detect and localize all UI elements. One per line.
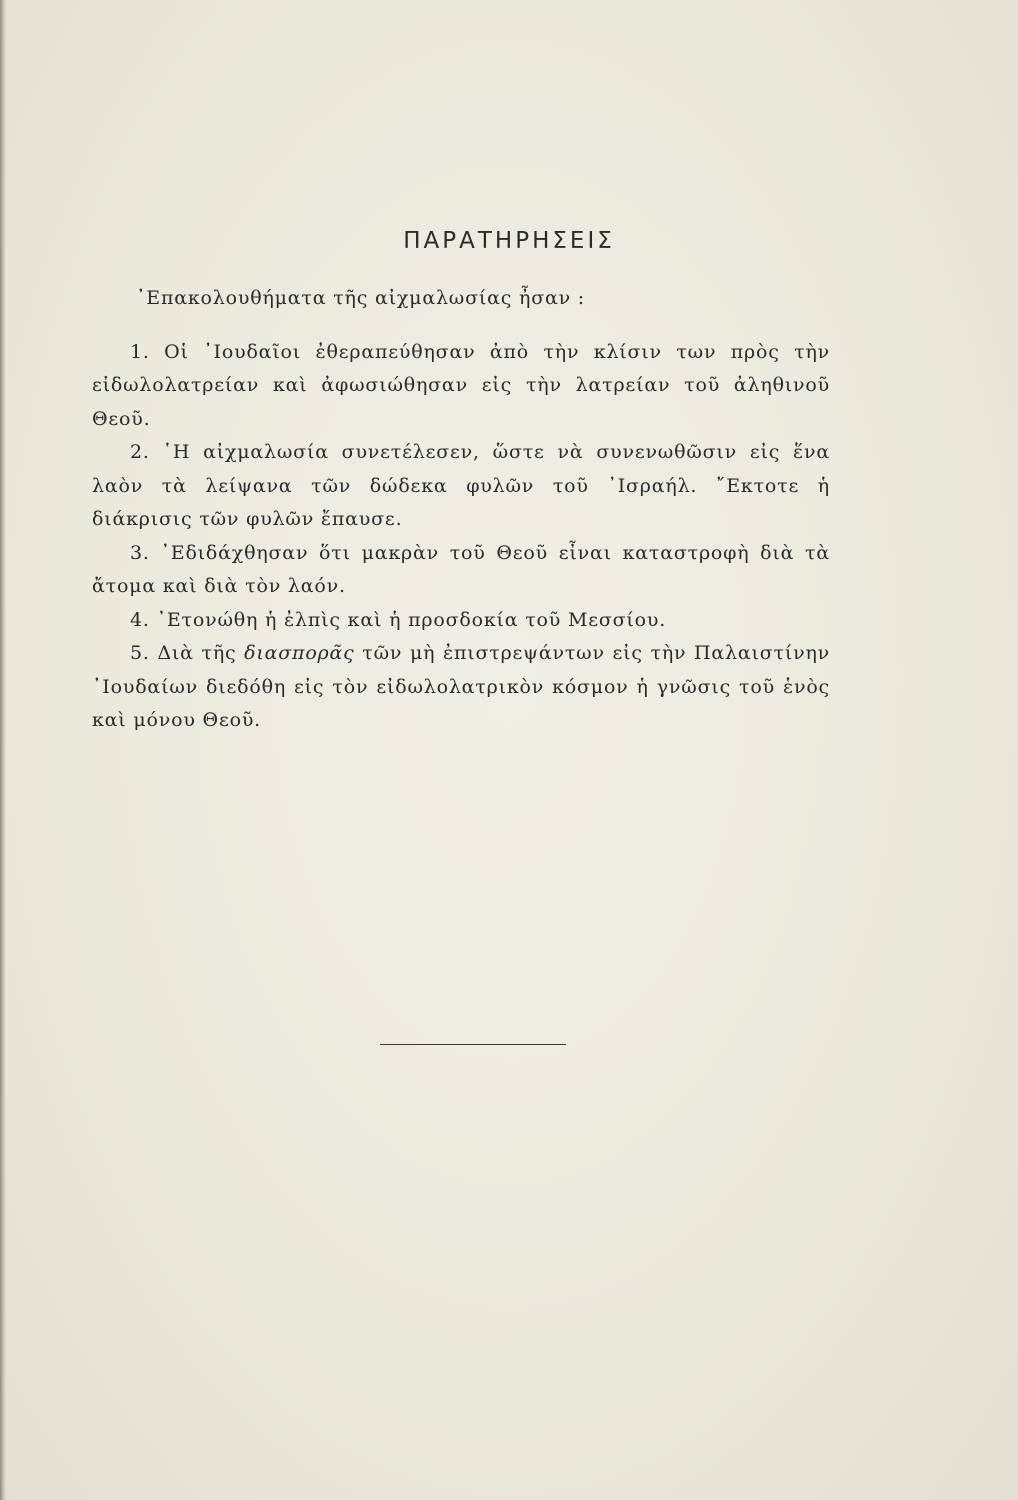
emphasized-term: διασπορᾶς: [244, 642, 355, 664]
observation-item-2: 2. ῾Η αἰχμαλωσία συνετέλεσεν, ὥστε νὰ συνενωθῶσιν εἰς ἕνα λαὸν τὰ λείψανα τῶν δώδεκα φυλῶν τοῦ ᾿Ισραήλ. ῎Εκτοτε ἡ διάκρισις τῶν φυλῶν ἔπαυσε.: [92, 441, 830, 530]
observation-item-5-end: τῶν μὴ ἐπιστρεψάντων εἰς τὴν Παλαιστίνην ᾿Ιουδαίων διεδόθη εἰς τὸν εἰδωλολατρικὸν κόσμον ἡ γνῶσις τοῦ ἑνὸς καὶ μόνου Θεοῦ.: [92, 642, 830, 731]
binding-edge: [0, 0, 6, 1500]
page-heading: ΠΑΡΑΤΗΡΗΣΕΙΣ: [403, 228, 615, 254]
observation-item-5-start: 5. Διὰ τῆς: [130, 642, 245, 664]
observations-text: [92, 282, 830, 738]
observation-item-1: 1. Οἱ ᾿Ιουδαῖοι ἐθεραπεύθησαν ἀπὸ τὴν κλίσιν των πρὸς τὴν εἰδωλολατρείαν καὶ ἀφωσιώθησαν εἰς τὴν λατρείαν τοῦ ἀληθινοῦ Θεοῦ.: [92, 340, 830, 430]
observation-item-4: 4. ᾿Ετονώθη ἡ ἐλπὶς καὶ ἡ προσδοκία τοῦ Μεσσίου.: [130, 608, 667, 631]
observation-item-5: [92, 637, 830, 738]
intro-line: ᾿Επακολουθήματα τῆς αἰχμαλωσίας ἦσαν :: [136, 287, 586, 309]
section-divider: [380, 1044, 566, 1045]
observation-item-3: 3. ᾿Εδιδάχθησαν ὅτι μακρὰν τοῦ Θεοῦ εἶναι καταστροφὴ διὰ τὰ ἄτομα καὶ διὰ τὸν λαόν.: [92, 541, 830, 597]
